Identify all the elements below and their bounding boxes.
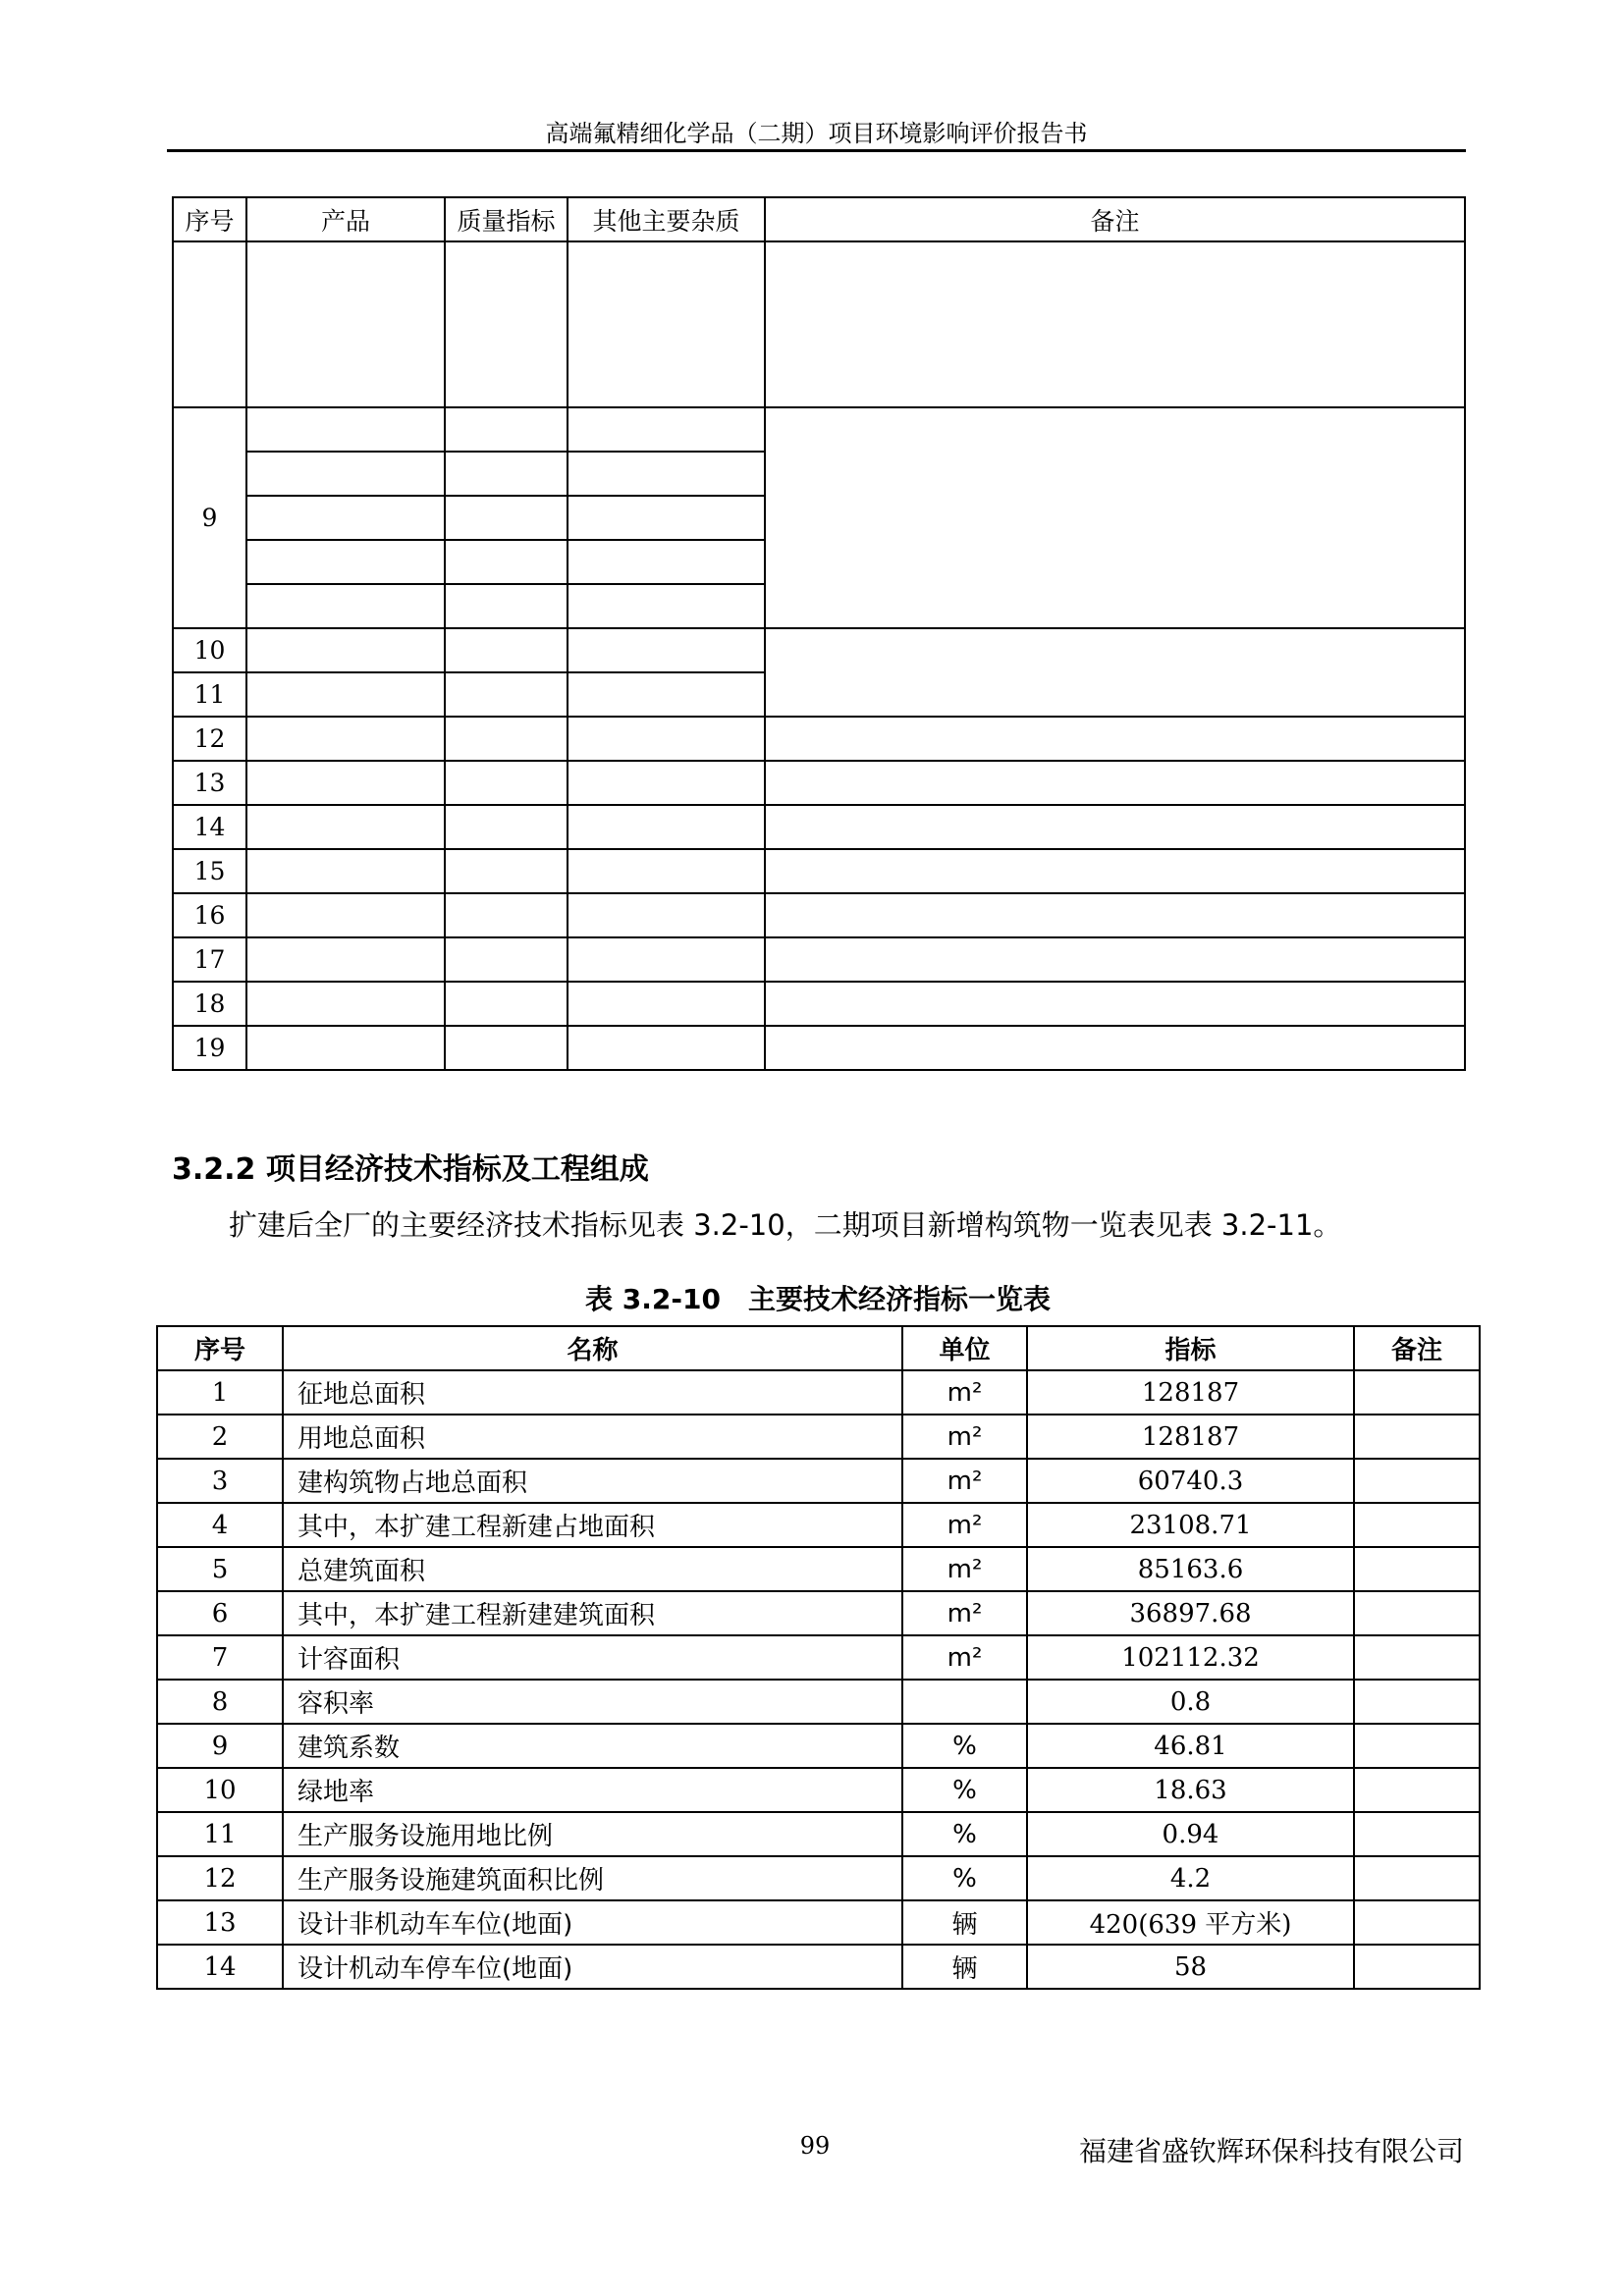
indicator-unit: % [902,1856,1027,1900]
indicator-value: 23108.71 [1027,1503,1354,1547]
indicator-note [1354,1459,1480,1503]
table-cell [445,540,568,584]
indicator-note [1354,1900,1480,1945]
indicator-note [1354,1856,1480,1900]
table-cell [568,672,765,717]
row-number: 7 [157,1635,283,1680]
row-number: 4 [157,1503,283,1547]
table-cell [765,805,1465,849]
indicator-name: 其中，本扩建工程新建占地面积 [283,1503,902,1547]
table-row [157,1680,1480,1724]
table-cell [765,761,1465,805]
row-number: 5 [157,1547,283,1591]
table-cell [445,937,568,982]
indicator-note [1354,1503,1480,1547]
row-number: 11 [173,672,246,717]
row-number: 8 [157,1680,283,1724]
table-cell [568,452,765,496]
section-heading: 3.2.2 项目经济技术指标及工程组成 [172,1152,649,1187]
indicator-value: 0.94 [1027,1812,1354,1856]
indicator-name: 用地总面积 [283,1415,902,1459]
indicator-unit: m² [902,1370,1027,1415]
indicator-name: 生产服务设施用地比例 [283,1812,902,1856]
indicator-unit: m² [902,1547,1027,1591]
indicator-table-body [157,1370,1480,1989]
table-row [173,937,1465,982]
table-row [157,1945,1480,1989]
page-number: 99 [799,2132,831,2160]
table-cell [246,241,445,407]
table-row [173,1026,1465,1070]
table-cell [445,893,568,937]
table-cell [246,982,445,1026]
table-cell [765,982,1465,1026]
column-header: 备注 [765,197,1465,241]
indicator-note [1354,1635,1480,1680]
table-cell [246,496,445,540]
table-cell [568,849,765,893]
indicator-unit: m² [902,1635,1027,1680]
indicator-note [1354,1547,1480,1591]
indicator-value: 60740.3 [1027,1459,1354,1503]
table-cell [445,761,568,805]
indicator-unit: 辆 [902,1900,1027,1945]
indicator-note [1354,1370,1480,1415]
indicator-value: 46.81 [1027,1724,1354,1768]
indicator-name: 设计非机动车车位(地面) [283,1900,902,1945]
indicator-unit: m² [902,1415,1027,1459]
table-cell [445,241,568,407]
indicator-value: 4.2 [1027,1856,1354,1900]
table-header-row [173,197,1465,241]
row-number: 13 [173,761,246,805]
row-number: 16 [173,893,246,937]
table-cell [445,496,568,540]
table-cell [246,672,445,717]
indicator-name: 其中，本扩建工程新建建筑面积 [283,1591,902,1635]
table-row [173,717,1465,761]
table-cell [445,982,568,1026]
table-row [157,1900,1480,1945]
indicator-value: 36897.68 [1027,1591,1354,1635]
table-cell [568,893,765,937]
indicator-name: 容积率 [283,1680,902,1724]
column-header: 指标 [1027,1326,1354,1370]
indicator-value: 18.63 [1027,1768,1354,1812]
row-number: 14 [173,805,246,849]
row-number: 12 [173,717,246,761]
indicator-note [1354,1591,1480,1635]
row-number: 1 [157,1370,283,1415]
table-row [173,982,1465,1026]
row-number: 9 [157,1724,283,1768]
body-paragraph: 扩建后全厂的主要经济技术指标见表 3.2-10，二期项目新增构筑物一览表见表 3.2-11。 [229,1208,1342,1242]
row-number: 10 [173,628,246,672]
indicator-unit: m² [902,1591,1027,1635]
table-cell [765,937,1465,982]
table-cell [568,937,765,982]
indicator-value: 102112.32 [1027,1635,1354,1680]
row-number: 11 [157,1812,283,1856]
table-cell [246,761,445,805]
row-number: 10 [157,1768,283,1812]
table-cell [568,717,765,761]
table-cell [568,982,765,1026]
table-row [173,849,1465,893]
table-row [157,1415,1480,1459]
indicator-unit: % [902,1812,1027,1856]
indicator-unit: 辆 [902,1945,1027,1989]
indicator-value: 85163.6 [1027,1547,1354,1591]
table-cell [246,628,445,672]
table-row [157,1635,1480,1680]
indicator-unit [902,1680,1027,1724]
row-number: 14 [157,1945,283,1989]
table-cell [246,540,445,584]
table-cell [568,805,765,849]
indicator-name: 设计机动车停车位(地面) [283,1945,902,1989]
row-number: 15 [173,849,246,893]
indicator-note [1354,1415,1480,1459]
table-cell [445,628,568,672]
table-row [157,1768,1480,1812]
table-cell [568,761,765,805]
table-cell [765,717,1465,761]
indicator-value: 128187 [1027,1415,1354,1459]
table-cell [246,849,445,893]
table-cell [445,452,568,496]
table-row [157,1812,1480,1856]
indicator-name: 绿地率 [283,1768,902,1812]
indicator-note [1354,1680,1480,1724]
row-number: 17 [173,937,246,982]
indicator-value: 58 [1027,1945,1354,1989]
indicator-value: 420(639 平方米) [1027,1900,1354,1945]
table-cell [445,407,568,452]
page-header-title: 高端氟精细化学品（二期）项目环境影响评价报告书 [545,120,1088,147]
indicator-note [1354,1945,1480,1989]
header-rule [167,149,1466,152]
product-quality-table [172,196,1466,1071]
indicator-name: 建筑系数 [283,1724,902,1768]
column-header: 序号 [157,1326,283,1370]
table-cell [765,241,1465,407]
indicator-value: 0.8 [1027,1680,1354,1724]
table-cell [765,849,1465,893]
table-cell [246,584,445,628]
table-row [173,893,1465,937]
column-header: 单位 [902,1326,1027,1370]
indicator-note [1354,1724,1480,1768]
indicator-unit: m² [902,1503,1027,1547]
table-cell [445,849,568,893]
table-cell [246,893,445,937]
table-row [157,1591,1480,1635]
indicator-name: 征地总面积 [283,1370,902,1415]
row-number: 13 [157,1900,283,1945]
table-cell [173,241,246,407]
indicator-name: 生产服务设施建筑面积比例 [283,1856,902,1900]
indicator-name: 建构筑物占地总面积 [283,1459,902,1503]
row-number: 18 [173,982,246,1026]
row-number: 19 [173,1026,246,1070]
table-cell [568,241,765,407]
table-cell [568,540,765,584]
column-header: 质量指标 [445,197,568,241]
indicator-name: 计容面积 [283,1635,902,1680]
table-row [157,1547,1480,1591]
table-row [157,1724,1480,1768]
table-cell [246,717,445,761]
row-number: 2 [157,1415,283,1459]
table-cell [445,672,568,717]
table-cell [765,1026,1465,1070]
table-cell [445,805,568,849]
table-row [157,1856,1480,1900]
indicator-name: 总建筑面积 [283,1547,902,1591]
table-cell [246,407,445,452]
table-cell [568,407,765,452]
table-cell [445,1026,568,1070]
table-cell [568,1026,765,1070]
table-cell [568,628,765,672]
table-header-row [157,1326,1480,1370]
table-cell [568,496,765,540]
table-caption: 表 3.2-10 主要技术经济指标一览表 [585,1283,1051,1315]
indicator-table [156,1325,1481,1990]
column-header: 序号 [173,197,246,241]
row-number: 6 [157,1591,283,1635]
indicator-unit: % [902,1724,1027,1768]
table-row [173,241,1465,407]
table-cell [246,805,445,849]
column-header: 其他主要杂质 [568,197,765,241]
table-row [157,1370,1480,1415]
table-cell [445,584,568,628]
column-header: 产品 [246,197,445,241]
table-row [157,1503,1480,1547]
indicator-unit: % [902,1768,1027,1812]
indicator-note [1354,1768,1480,1812]
table-cell [445,717,568,761]
column-header: 名称 [283,1326,902,1370]
column-header: 备注 [1354,1326,1480,1370]
table-cell [246,1026,445,1070]
table-cell [246,937,445,982]
indicator-value: 128187 [1027,1370,1354,1415]
table-cell [568,584,765,628]
table-cell [765,407,1465,628]
table-cell [765,628,1465,717]
table-row [173,628,1465,672]
table-cell [246,452,445,496]
table-row [173,761,1465,805]
row-number: 3 [157,1459,283,1503]
row-number: 12 [157,1856,283,1900]
table-cell [765,893,1465,937]
table-row [173,407,1465,452]
company-name: 福建省盛钦辉环保科技有限公司 [1078,2135,1464,2167]
indicator-unit: m² [902,1459,1027,1503]
table-row [157,1459,1480,1503]
indicator-note [1354,1812,1480,1856]
table-row [173,805,1465,849]
row-number: 9 [173,407,246,628]
